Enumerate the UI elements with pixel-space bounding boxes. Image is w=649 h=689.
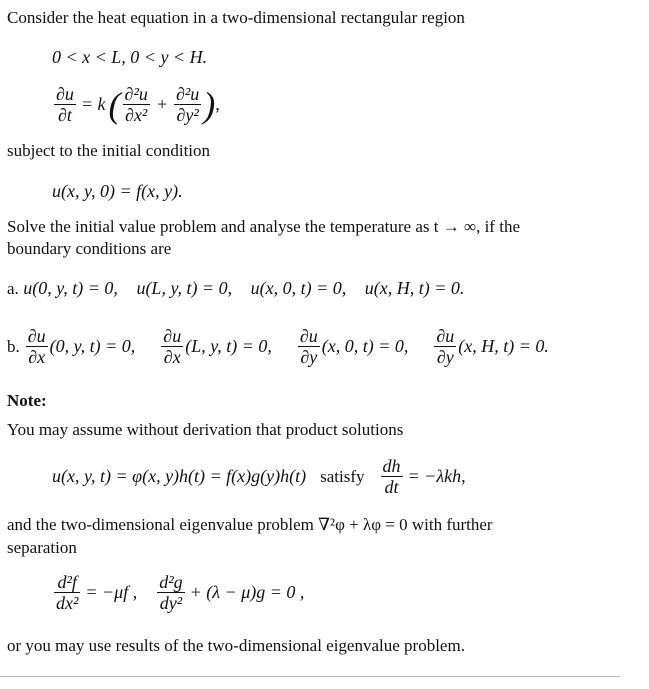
right-paren: ) [203,84,216,125]
d2u-dx2-fraction: $\frac{\text{∂²u}}{\text{∂x²}}$ [124,84,148,125]
d2g-dy2-fraction: $\frac{\text{d²g}}{\text{dy²}}$ [159,572,183,613]
bc-b-label: b. [7,336,20,356]
bc-a-cond1: u(0, y, t) = 0, [23,278,118,298]
heat-equation [52,84,220,125]
d2u-dy2-fraction: $\frac{\text{∂²u}}{\text{∂y²}}$ [176,84,200,125]
bc-a-cond2: u(L, y, t) = 0, [136,278,233,298]
product-expression: u(x, y, t) = φ(x, y)h(t) = f(x)g(y)h(t) [52,466,307,486]
trailing-comma: , [215,94,220,114]
product-solution [52,456,466,497]
g-ode-rhs: + (λ − μ)g = 0 , [189,582,305,602]
bc-a-cond4: u(x, H, t) = 0. [364,278,465,298]
initial-condition: u(x, y, 0) = f(x, y). [52,181,183,201]
intro-text: Consider the heat equation in a two-dimensional rectangular region [7,8,465,27]
f-ode-rhs: = −μf , [85,582,138,602]
final-text: or you may use results of the two-dimensional eigenvalue problem. [7,636,465,655]
bc-b-cond1: (0, y, t) = 0, [49,336,136,356]
bc-b-du-dx-1: $\frac{\partial u}{\partial x}$ [27,326,46,367]
plus-sign: + [155,94,168,114]
left-paren: ( [108,84,121,125]
bottom-divider [0,676,620,677]
note-label: Note: [7,391,47,410]
boundary-conditions-b [7,326,549,367]
separated-odes [52,572,304,613]
du-dt-fraction: $\frac{\partial u}{\partial t}$ [56,84,74,125]
bc-b-cond4: (x, H, t) = 0. [458,336,549,356]
bc-a-label: a. [7,279,19,298]
region-inequality: 0 < x < L, 0 < y < H. [52,47,208,67]
note-text: You may assume without derivation that product solutions [7,420,404,439]
bc-b-du-dy-3: $\frac{\partial u}{\partial y}$ [299,326,318,367]
bc-b-cond2: (L, y, t) = 0, [185,336,272,356]
dh-dt-fraction: $\frac{dh}{dt}$ [382,456,401,497]
bc-b-du-dy-4: $\frac{\partial u}{\partial y}$ [436,326,455,367]
solve-text-line1: Solve the initial value problem and analyse the temperature as t → ∞, if the [7,217,520,236]
solve-text-line2: boundary conditions are [7,239,172,258]
d2f-dx2-fraction: $\frac{\text{d²f}}{\text{dx²}}$ [56,572,79,613]
eigen-text-line2: separation [7,538,77,557]
bc-a-cond3: u(x, 0, t) = 0, [250,278,347,298]
bc-b-du-dx-2: $\frac{\partial u}{\partial x}$ [163,326,182,367]
dh-dt-rhs: = −λkh, [407,466,466,486]
bc-b-cond3: (x, 0, t) = 0, [321,336,409,356]
boundary-conditions-a [7,278,464,299]
equals-k: = k [80,94,106,114]
subject-text: subject to the initial condition [7,141,211,160]
eigen-text-line1: and the two-dimensional eigenvalue problem ∇²φ + λφ = 0 with further [7,515,493,534]
satisfy-word: satisfy [320,466,365,486]
